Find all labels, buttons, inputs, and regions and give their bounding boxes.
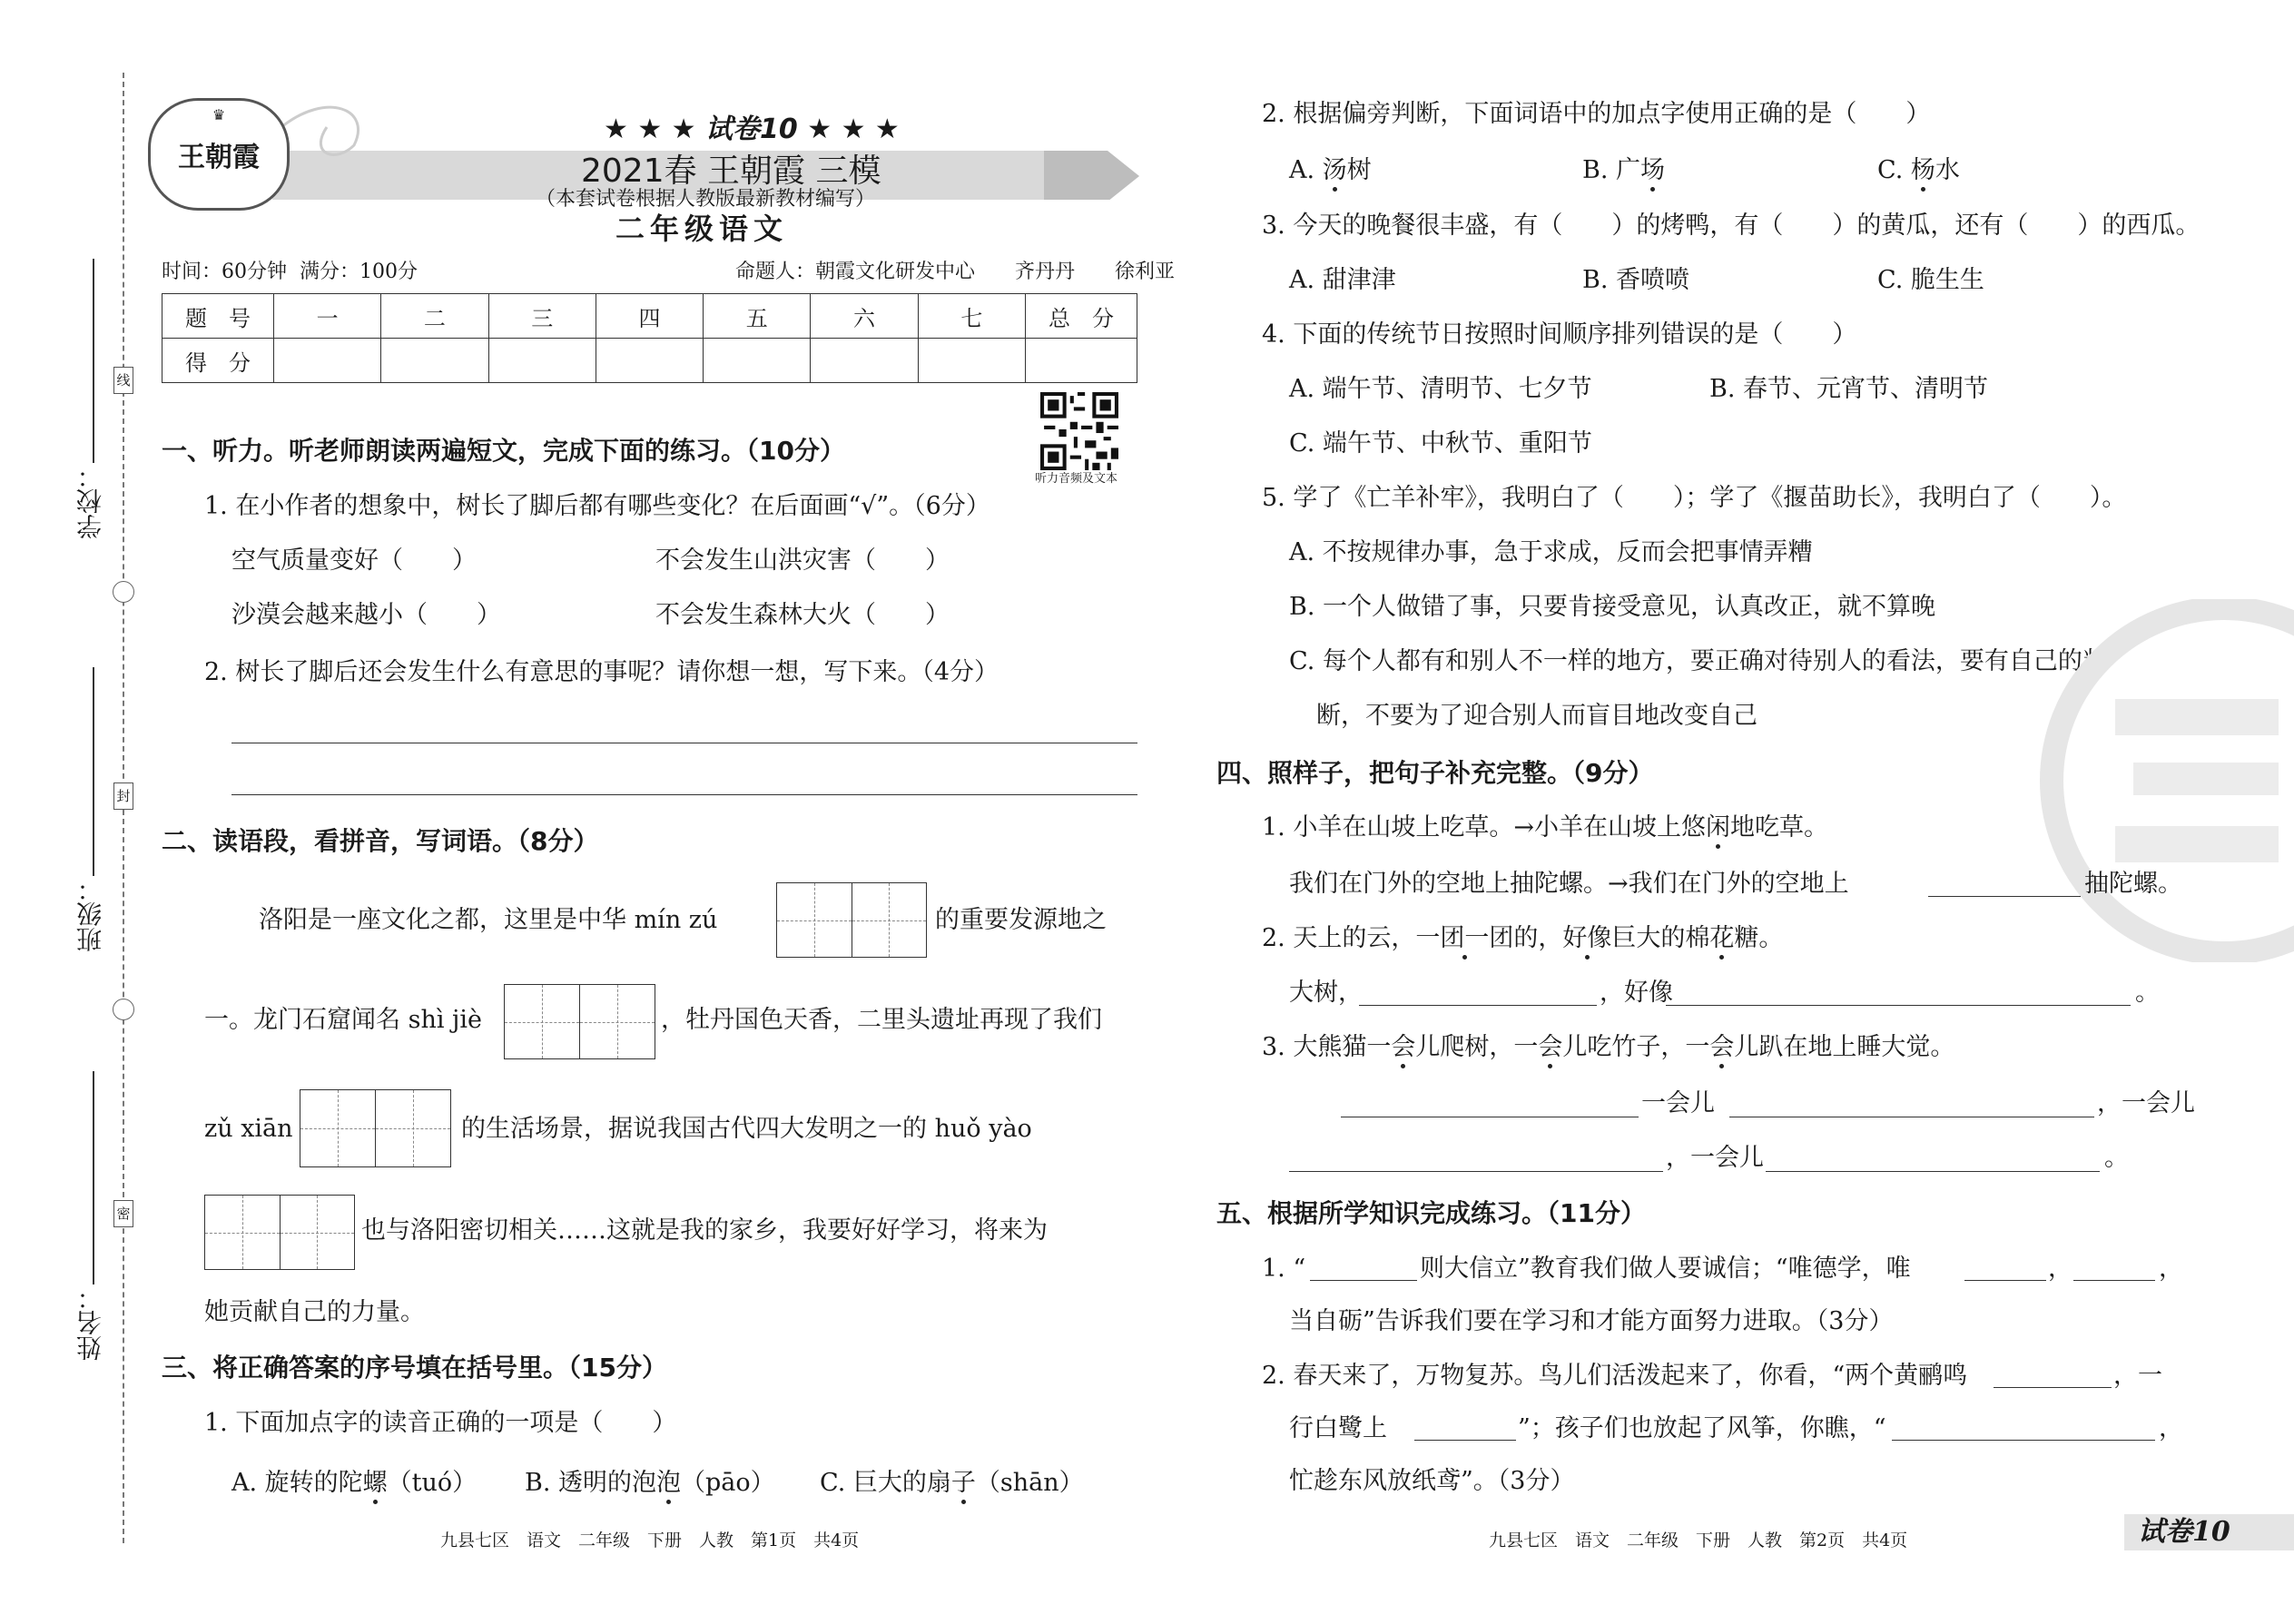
s3-question-5: 5. 学了《亡羊补牢》，我明白了（ ）；学了《揠苗助长》，我明白了（ ）。 xyxy=(1262,484,2127,512)
s2-text: 的生活场景，据说我国古代四大发明之一的 huǒ yào xyxy=(461,1115,1032,1143)
s3-q3-option-a[interactable]: A. 甜津津 xyxy=(1289,266,1396,294)
section-3-heading: 三、将正确答案的序号填在括号里。（15分） xyxy=(162,1353,667,1383)
s2-text: 一。龙门石窟闻名 shì jiè xyxy=(204,1006,483,1034)
class-label: 班级： xyxy=(75,876,105,952)
answer-line[interactable] xyxy=(1964,1280,2046,1281)
answer-line[interactable] xyxy=(231,794,1137,795)
time-info: 时间：60分钟 xyxy=(162,261,287,283)
s3-q5-option-c[interactable]: C. 每个人都有和别人不一样的地方，要正确对待别人的看法，要有自己的判 xyxy=(1289,647,2107,675)
s5-q1-text: 则大信立”教育我们做人要诚信；“唯德学，唯 xyxy=(1420,1255,1911,1283)
full-score-info: 满分：100分 xyxy=(300,261,418,283)
section-1-heading: 一、听力。听老师朗读两遍短文，完成下面的练习。（10分） xyxy=(162,436,845,466)
logo: ♛ 王朝霞 xyxy=(148,98,290,211)
answer-line[interactable] xyxy=(1289,1171,1663,1172)
s3-q1-option-a[interactable]: A. 旋转的陀螺（tuó） xyxy=(231,1469,478,1497)
answer-line[interactable] xyxy=(1414,1440,1516,1441)
s3-question-3: 3. 今天的晚餐很丰盛，有（ ）的烤鸭，有（ ）的黄瓜，还有（ ）的西瓜。 xyxy=(1262,212,2200,240)
s3-q5-option-b[interactable]: B. 一个人做错了事，只要肯接受意见，认真改正，就不算晚 xyxy=(1289,593,1936,621)
pinyin-writing-grid[interactable] xyxy=(300,1089,451,1167)
s4-q2-text: ，好像 xyxy=(1600,979,1673,1007)
s3-q1-option-c[interactable]: C. 巨大的扇子（shān） xyxy=(820,1469,1084,1497)
s5-q2-text: ”；孩子们也放起了风筝，你瞧，“ xyxy=(1518,1414,1886,1442)
page-footer-right: 九县七区 语文 二年级 下册 人教 第2页 共4页 xyxy=(1489,1530,1908,1550)
section-4-heading: 四、照样子，把句子补充完整。（9分） xyxy=(1216,758,1654,788)
s3-question-4: 4. 下面的传统节日按照时间顺序排列错误的是（ ） xyxy=(1262,320,1857,349)
section-2-heading: 二、读语段，看拼音，写词语。（8分） xyxy=(162,826,599,856)
score-header-cell: 题 号 xyxy=(162,294,274,339)
score-cell[interactable] xyxy=(596,339,703,383)
s1-option[interactable]: 空气质量变好（ ） xyxy=(231,546,477,575)
binding-hole-icon xyxy=(113,581,134,603)
s4-example-1: 1. 小羊在山坡上吃草。→小羊在山坡上悠闲地吃草。 xyxy=(1262,813,1828,842)
s4-q3-text: 。 xyxy=(2104,1144,2129,1172)
s1-option[interactable]: 不会发生山洪灾害（ ） xyxy=(655,546,950,575)
s4-q3-text: ，一会儿 xyxy=(2097,1089,2195,1117)
s3-question-1: 1. 下面加点字的读音正确的一项是（ ） xyxy=(204,1409,677,1437)
answer-line[interactable] xyxy=(1359,1005,1597,1006)
s3-q2-option-a[interactable]: A. 汤树 xyxy=(1289,156,1372,184)
qr-code-icon[interactable] xyxy=(1040,392,1118,470)
seal-tag-line: 线 xyxy=(113,367,133,394)
s2-text: 她贡献自己的力量。 xyxy=(204,1298,425,1326)
s1-option[interactable]: 沙漠会越来越小（ ） xyxy=(231,601,501,629)
s5-q2-text: 行白鹭上 xyxy=(1289,1414,1387,1442)
watermark-seal-icon xyxy=(2024,599,2294,962)
score-input-row xyxy=(162,339,1137,383)
score-row-label: 得 分 xyxy=(162,339,274,383)
score-cell[interactable] xyxy=(274,339,381,383)
footer-badge: 试卷10 xyxy=(2138,1516,2230,1548)
s2-text: ，牡丹国色天香，二里头遗址再现了我们 xyxy=(661,1006,1102,1034)
s2-text: 也与洛阳密切相关……这就是我的家乡，我要好好学习，将来为 xyxy=(361,1216,1048,1245)
s3-q3-option-b[interactable]: B. 香喷喷 xyxy=(1582,266,1690,294)
name-field[interactable] xyxy=(93,1071,94,1284)
score-cell[interactable] xyxy=(704,339,811,383)
s3-q2-option-b[interactable]: B. 广场 xyxy=(1582,156,1666,184)
page-footer-left: 九县七区 语文 二年级 下册 人教 第1页 共4页 xyxy=(440,1530,860,1550)
score-header-cell: 五 xyxy=(704,294,811,339)
authors-info: 命题人：朝霞文化研发中心 齐丹丹 徐利亚 xyxy=(735,261,1176,283)
score-header-cell: 四 xyxy=(596,294,703,339)
score-header-cell: 一 xyxy=(274,294,381,339)
school-field[interactable] xyxy=(93,259,94,463)
answer-line[interactable] xyxy=(2073,1280,2155,1281)
score-header-cell: 六 xyxy=(811,294,918,339)
score-cell[interactable] xyxy=(918,339,1025,383)
s5-q1-text: 当自砺”告诉我们要在学习和才能方面努力进取。（3分） xyxy=(1289,1307,1894,1335)
score-header-cell: 总 分 xyxy=(1026,294,1137,339)
score-table xyxy=(162,293,1137,383)
answer-line[interactable] xyxy=(1994,1387,2112,1388)
s3-question-2: 2. 根据偏旁判断，下面词语中的加点字使用正确的是（ ） xyxy=(1262,100,1931,128)
s3-q4-option-b[interactable]: B. 春节、元宵节、清明节 xyxy=(1709,375,1989,403)
s2-text: 洛阳是一座文化之都，这里是中华 mín zú xyxy=(259,906,718,934)
s4-q1-text-end: 抽陀螺。 xyxy=(2084,870,2182,898)
seal-tag-seal: 封 xyxy=(113,782,133,810)
score-header-cell: 七 xyxy=(918,294,1025,339)
s4-example-3: 3. 大熊猫一会儿爬树，一会儿吃竹子，一会儿趴在地上睡大觉。 xyxy=(1262,1033,1955,1061)
s3-q4-option-a[interactable]: A. 端午节、清明节、七夕节 xyxy=(1289,375,1592,403)
s3-q5-option-c-cont: 断，不要为了迎合别人而盲目地改变自己 xyxy=(1316,702,1757,730)
score-header-cell: 二 xyxy=(381,294,488,339)
s5-q1-text: 1. “ xyxy=(1262,1255,1306,1283)
s5-q1-text: ， xyxy=(2159,1255,2183,1283)
s5-q2-text: 2. 春天来了，万物复苏。鸟儿们活泼起来了，你看，“两个黄鹂鸣 xyxy=(1262,1362,1968,1390)
s3-q3-option-c[interactable]: C. 脆生生 xyxy=(1877,266,1984,294)
answer-line[interactable] xyxy=(1928,896,2081,897)
edition-note: （本套试卷根据人教版最新教材编写） xyxy=(536,188,876,211)
s1-question-2: 2. 树长了脚后还会发生什么有意思的事呢？请你想一想，写下来。（4分） xyxy=(204,658,999,686)
s3-q4-option-c[interactable]: C. 端午节、中秋节、重阳节 xyxy=(1289,429,1592,458)
score-cell[interactable] xyxy=(1026,339,1137,383)
s2-text: zǔ xiān xyxy=(204,1115,293,1143)
series-label: ★ ★ ★ 试卷10 ★ ★ ★ xyxy=(604,113,900,145)
section-5-heading: 五、根据所学知识完成练习。（11分） xyxy=(1216,1198,1646,1228)
school-label: 学校： xyxy=(75,463,105,539)
exam-title: 2021春 王朝霞 三模 xyxy=(581,153,881,190)
pinyin-writing-grid[interactable] xyxy=(504,984,655,1059)
pinyin-writing-grid[interactable] xyxy=(776,882,927,958)
name-label: 姓名： xyxy=(75,1284,105,1361)
s5-q2-text: ，一 xyxy=(2113,1362,2162,1390)
subject-title: 二年级语文 xyxy=(615,212,789,246)
s3-q5-option-a[interactable]: A. 不按规律办事，急于求成，反而会把事情弄糟 xyxy=(1289,538,1813,566)
score-header-cell: 三 xyxy=(488,294,596,339)
binding-hole-icon xyxy=(113,999,134,1020)
answer-line[interactable] xyxy=(1666,1005,2131,1006)
s4-q1-text: 我们在门外的空地上抽陀螺。→我们在门外的空地上 xyxy=(1289,870,1849,898)
score-cell[interactable] xyxy=(488,339,596,383)
score-cell[interactable] xyxy=(381,339,488,383)
s4-q3-text: ，一会儿 xyxy=(1666,1144,1764,1172)
s1-option[interactable]: 不会发生森林大火（ ） xyxy=(655,601,950,629)
s4-q2-text: 。 xyxy=(2135,979,2160,1007)
qr-caption: 听力音频及文本 xyxy=(1035,472,1118,486)
s5-q1-text: ， xyxy=(2048,1255,2072,1283)
s3-q2-option-c[interactable]: C. 杨水 xyxy=(1877,156,1960,184)
score-cell[interactable] xyxy=(811,339,918,383)
answer-line[interactable] xyxy=(1766,1171,2100,1172)
s5-q2-text: 忙趁东风放纸鸢”。（3分） xyxy=(1289,1467,1575,1495)
s4-example-2: 2. 天上的云，一团一团的，好像巨大的棉花糖。 xyxy=(1262,924,1784,952)
seal-tag-secret: 密 xyxy=(113,1200,133,1227)
s2-text: 的重要发源地之 xyxy=(935,906,1107,934)
pinyin-writing-grid[interactable] xyxy=(204,1195,355,1270)
s4-q2-text: 大树， xyxy=(1289,979,1363,1007)
s4-q3-text: 一会儿 xyxy=(1641,1089,1715,1117)
s5-q2-text: ， xyxy=(2159,1414,2183,1442)
s3-q1-option-b[interactable]: B. 透明的泡泡（pāo） xyxy=(525,1469,775,1497)
s1-question-1: 1. 在小作者的想象中，树长了脚后都有哪些变化？在后面画“√”。（6分） xyxy=(204,492,990,520)
answer-line[interactable] xyxy=(1892,1440,2155,1441)
class-field[interactable] xyxy=(93,667,94,876)
answer-line[interactable] xyxy=(1310,1280,1417,1281)
score-header-row xyxy=(162,294,1137,339)
